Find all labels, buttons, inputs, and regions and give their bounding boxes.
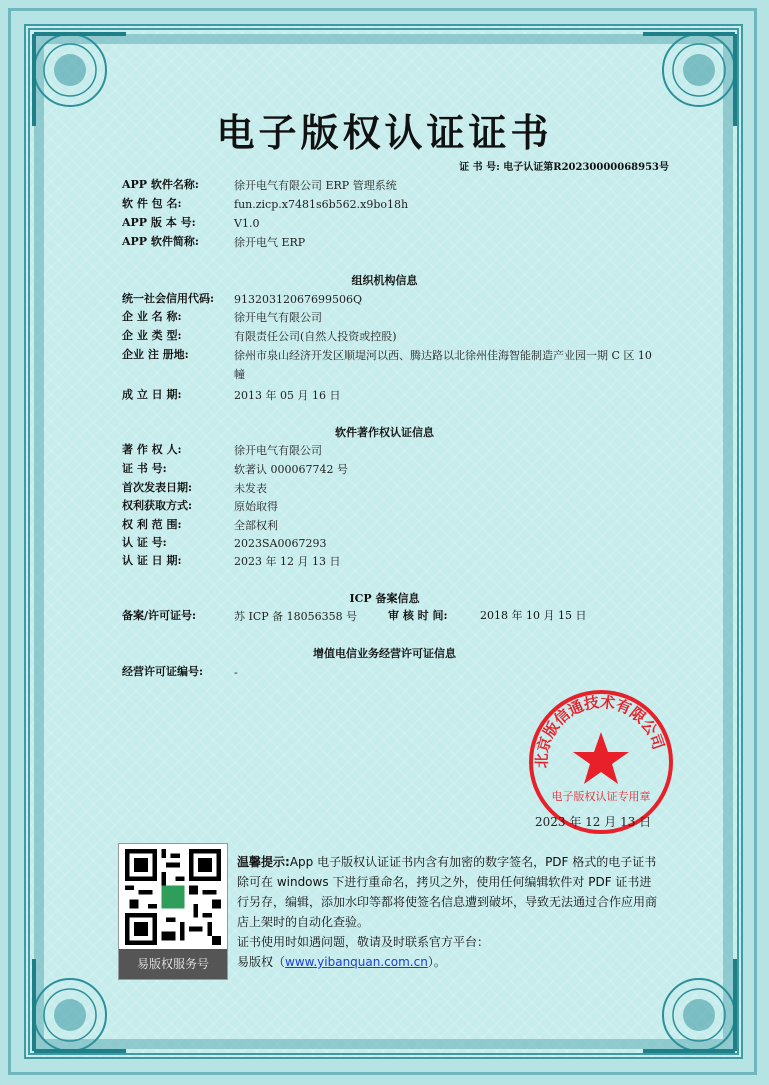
company-name-row [122, 308, 664, 327]
telecom-license-row [122, 663, 664, 682]
telecom-section-heading: 增值电信业务经营许可证信息 [313, 647, 456, 660]
rights-scope-row [122, 516, 664, 535]
registered-address-row [122, 346, 664, 384]
field-value: 2013 年 05 月 16 日 [234, 389, 341, 402]
field-value: 苏 ICP 备 18056358 号 [234, 610, 358, 623]
field-label: 软 件 包 名: [122, 197, 182, 210]
field-label: 备案/许可证号: [122, 609, 197, 622]
field-label: 企 业 类 型: [122, 329, 182, 342]
field-label: APP 软件名称: [122, 178, 199, 191]
field-value: 徐开电气有限公司 [234, 444, 322, 457]
field-label: 认 证 日 期: [122, 554, 182, 567]
notice-contact: 证书使用时如遇问题，敬请及时联系官方平台： [237, 935, 490, 949]
field-label: 成 立 日 期: [122, 388, 182, 401]
issue-date: 2023 年 12 月 13 日 [535, 815, 652, 829]
field-label: APP 版 本 号: [122, 216, 196, 229]
icp-license-row [122, 607, 384, 626]
field-label: 统一社会信用代码: [122, 292, 215, 305]
svg-text:北京版信通技术有限公司: 北京版信通技术有限公司 [532, 693, 668, 769]
org-section-heading: 组织机构信息 [351, 274, 418, 287]
field-value: 2023SA0067293 [234, 537, 327, 550]
notice-platform: 易版权（ [237, 955, 286, 969]
corner-ornament-icon [30, 955, 130, 1055]
field-label: APP 软件简称: [122, 235, 199, 248]
field-value: 徐州市泉山经济开发区顺堤河以西、腾达路以北徐州佳海智能制造产业园一期 C 区 10 幢 [234, 349, 652, 381]
certificate-number-label: 证 书 号: [459, 162, 500, 173]
company-type-row [122, 327, 664, 346]
field-label: 著 作 权 人: [122, 443, 182, 456]
app-name-row [122, 176, 664, 195]
qr-code-icon[interactable] [125, 849, 221, 945]
field-value: fun.zicp.x7481s6b562.x9bo18h [234, 198, 409, 211]
package-name-row [122, 195, 664, 214]
field-value: 徐开电气 ERP [234, 236, 306, 249]
notice-heading: 温馨提示: [237, 855, 290, 869]
field-value: 软著认 000067742 号 [234, 463, 348, 476]
copyright-cert-row [122, 460, 664, 479]
field-value: 未发表 [234, 482, 267, 495]
field-value: 2023 年 12 月 13 日 [234, 555, 341, 568]
icp-review-time-row [388, 607, 586, 623]
qr-caption: 易版权服务号 [119, 949, 227, 979]
field-value: V1.0 [234, 217, 260, 230]
field-value: 徐开电气有限公司 [234, 311, 322, 324]
app-short-name-row [122, 233, 664, 252]
credit-code-row [122, 290, 664, 309]
field-label: 企 业 名 称: [122, 310, 182, 323]
certificate-number [459, 158, 669, 173]
field-value: 原始取得 [234, 500, 278, 513]
field-label: 企业 注 册地: [122, 348, 189, 361]
certificate-title: 电子版权认证证书 [216, 111, 553, 155]
field-value: 徐开电气有限公司 ERP 管理系统 [234, 179, 397, 192]
certification-no-row [122, 534, 664, 553]
founded-date-row [122, 386, 664, 405]
field-label: 经营许可证编号: [122, 665, 204, 678]
field-label: 审 核 时 间: [388, 609, 448, 622]
field-value: 2018 年 10 月 15 日 [480, 609, 587, 622]
app-version-row [122, 214, 664, 233]
acquisition-method-row [122, 497, 664, 516]
field-label: 认 证 号: [122, 536, 167, 549]
notice-body: App 电子版权认证证书内含有加密的数字签名，PDF 格式的电子证书除可在 windows 下进行重命名，拷贝之外，使用任何编辑软件对 PDF 证书进行另存，编辑，添加水印等都将使签名信息遭到破坏，导致无法通过合作应用商店上架时的自动化查验。 [237, 855, 658, 929]
field-label: 首次发表日期: [122, 481, 193, 494]
icp-section-heading: ICP 备案信息 [349, 592, 420, 605]
notice-tail: ）。 [427, 955, 446, 969]
field-value: - [234, 666, 238, 679]
field-label: 权 利 范 围: [122, 518, 182, 531]
field-label: 证 书 号: [122, 462, 167, 475]
certification-date-row [122, 552, 664, 571]
copyright-holder-row [122, 441, 664, 460]
field-value: 有限责任公司(自然人投资或控股) [234, 330, 397, 343]
field-label: 权利获取方式: [122, 499, 193, 512]
certificate-number-value: 电子认证第R20230000068953号 [503, 162, 669, 173]
qr-code-card[interactable] [118, 843, 228, 980]
platform-link[interactable]: www.yibanquan.com.cn [285, 955, 428, 969]
svg-text:电子版权认证专用章: 电子版权认证专用章 [551, 790, 651, 803]
field-value: 全部权利 [234, 519, 278, 532]
notice-block [237, 852, 663, 972]
field-value: 91320312067699506Q [234, 293, 362, 306]
copyright-section-heading: 软件著作权认证信息 [335, 426, 434, 439]
first-publish-row [122, 479, 664, 498]
